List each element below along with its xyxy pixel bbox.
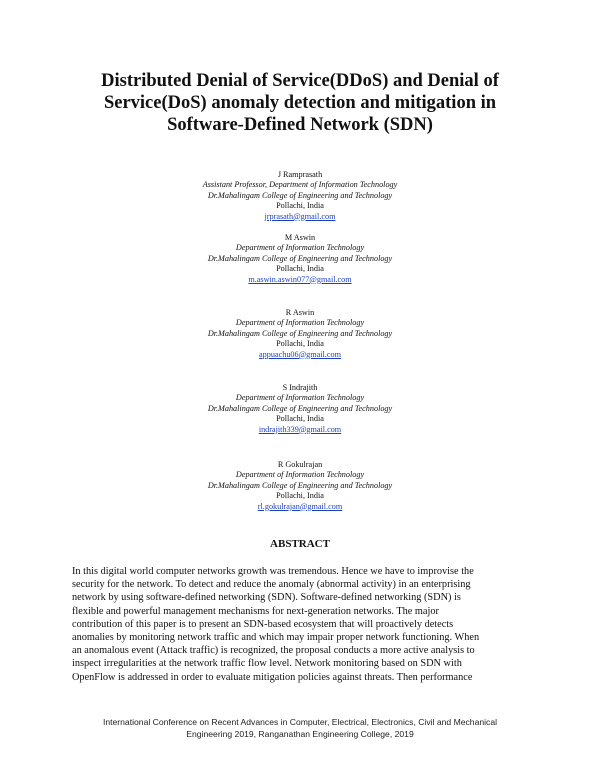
- author-affiliation: Assistant Professor, Department of Information Technology: [202, 180, 398, 190]
- author-affiliation: Dr.Mahalingam College of Engineering and Technology: [207, 480, 393, 490]
- author-location: Pollachi, India: [276, 264, 324, 274]
- author-email-link[interactable]: indrajith339@gmail.com: [258, 424, 342, 434]
- page-footer: [40, 716, 560, 740]
- abstract-line: an anomalous event (Attack traffic) is recognized, the proposal conducts a more active analysis to: [72, 645, 475, 657]
- author-block: [100, 308, 500, 360]
- author-affiliation: Department of Information Technology: [235, 243, 365, 253]
- abstract-line: contribution of this paper is to present an SDN-based ecosystem that will proactively detects: [72, 618, 454, 630]
- abstract-line: In this digital world computer networks growth was tremendous. Hence we have to improvise the: [72, 566, 474, 577]
- author-affiliation: Dr.Mahalingam College of Engineering and Technology: [207, 190, 393, 200]
- author-name: J Ramprasath: [277, 170, 323, 179]
- author-name: R Gokulrajan: [277, 460, 323, 469]
- author-affiliation: Department of Information Technology: [235, 318, 365, 328]
- title-line: Software-Defined Network (SDN): [167, 115, 433, 135]
- author-name: M Aswin: [284, 233, 316, 242]
- paper-title: [60, 70, 540, 136]
- author-email-link[interactable]: rl.gokulrajan@gmail.com: [257, 501, 343, 511]
- abstract-line: network by using software-defined networking (SDN). Software-defined networking (SDN) is: [72, 592, 461, 604]
- author-block: [100, 383, 500, 435]
- footer-line: International Conference on Recent Advances in Computer, Electrical, Electronics, Civil and Mechanical: [102, 717, 498, 727]
- author-affiliation: Dr.Mahalingam College of Engineering and Technology: [207, 403, 393, 413]
- title-line: Distributed Denial of Service(DDoS) and Denial of: [101, 71, 499, 91]
- abstract-line: OpenFlow is addressed in order to evaluate mitigation policies against threats. Then performance: [72, 671, 473, 683]
- author-block: [100, 170, 500, 222]
- author-name: S Indrajith: [282, 383, 318, 392]
- author-location: Pollachi, India: [276, 201, 324, 211]
- abstract-line: flexible and powerful management mechanisms for next-generation networks. The major: [72, 605, 439, 617]
- author-affiliation: Dr.Mahalingam College of Engineering and Technology: [207, 253, 393, 263]
- author-affiliation: Department of Information Technology: [235, 393, 365, 403]
- author-location: Pollachi, India: [276, 339, 324, 349]
- abstract-line: security for the network. To detect and reduce the anomaly (abnormal activity) in an enterprising: [72, 579, 471, 591]
- author-email-link[interactable]: appuachu06@gmail.com: [259, 349, 341, 359]
- author-location: Pollachi, India: [276, 414, 324, 424]
- author-block: [100, 233, 500, 285]
- footer-line: Engineering 2019, Ranganathan Engineering College, 2019: [186, 729, 414, 739]
- author-email-link[interactable]: m.aswin.aswin077@gmail.com: [248, 274, 352, 284]
- author-email-link[interactable]: jrprasath@gmail.com: [264, 211, 336, 221]
- abstract-line: inspect irregularities at the network traffic flow level. Network monitoring based on SDN with: [72, 658, 462, 670]
- title-line: Service(DoS) anomaly detection and mitigation in: [103, 93, 497, 113]
- author-affiliation: Department of Information Technology: [235, 470, 365, 480]
- abstract-body: [72, 565, 530, 684]
- abstract-line: anomalies by monitoring network traffic and which may impair proper network functioning. When: [72, 632, 480, 644]
- author-block: [100, 460, 500, 512]
- author-name: R Aswin: [285, 308, 315, 317]
- abstract-heading: ABSTRACT: [270, 538, 330, 550]
- author-location: Pollachi, India: [276, 491, 324, 501]
- author-affiliation: Dr.Mahalingam College of Engineering and Technology: [207, 328, 393, 338]
